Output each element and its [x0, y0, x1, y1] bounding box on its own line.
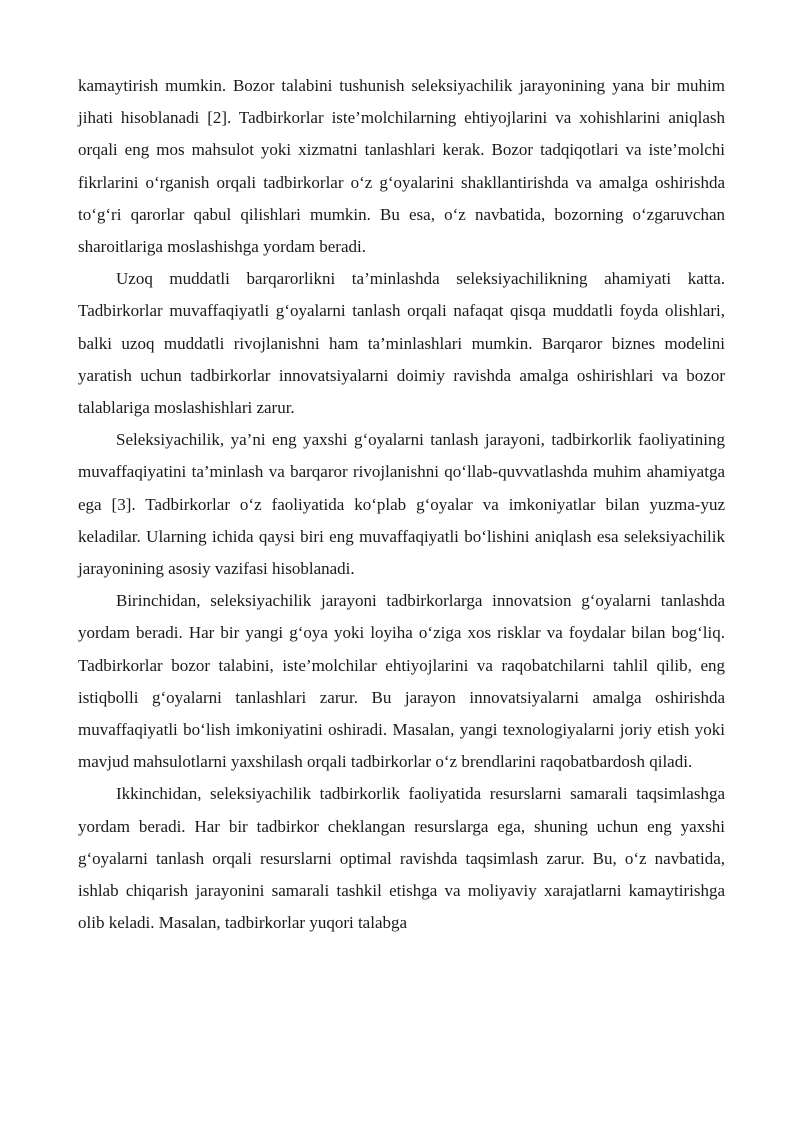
paragraph-selection-definition: Seleksiyachilik, ya’ni eng yaxshi g‘oyalarni tanlash jarayoni, tadbirkorlik faoliyatining muvaffaqiyatini ta’minlash va barqaror rivojlanishni qo‘llab-quvvatlashda muhim ahamiyatga ega [3]. Tadbirkorlar o‘z faoliyatida ko‘plab g‘oyalar va imkoniyatlar bilan yuzma-yuz keladilar. Ularning ichida qaysi biri eng muvaffaqiyatli bo‘lishini aniqlash esa seleksiyachilik jarayonining asosiy vazifasi hisoblanadi. — [78, 430, 725, 579]
paragraph-second-point: Ikkinchidan, seleksiyachilik tadbirkorlik faoliyatida resurslarni samarali taqsimlashga yordam beradi. Har bir tadbirkor cheklangan resurslarga ega, shuning uchun eng yaxshi g‘oyalarni tanlash orqali resurslarni optimal ravishda taqsimlash zarur. Bu, o‘z navbatida, ishlab chiqarish jarayonini samarali tashkil etishga va moliyaviy xarajatlarni kamaytirishga olib keladi. Masalan, tadbirkorlar yuqori talabga — [78, 784, 725, 933]
document-page — [78, 70, 725, 939]
paragraph-first-point: Birinchidan, seleksiyachilik jarayoni tadbirkorlarga innovatsion g‘oyalarni tanlashda yordam beradi. Har bir yangi g‘oya yoki loyiha o‘ziga xos risklar va foydalar bilan bog‘liq. Tadbirkorlar bozor talabini, iste’molchilar ehtiyojlarini va raqobatchilarni tahlil qilib, eng istiqbolli g‘oyalarni tanlashlari zarur. Bu jarayon innovatsiyalarni amalga oshirishda muvaffaqiyatli bo‘lish imkoniyatini oshiradi. Masalan, yangi texnologiyalarni joriy etish yoki mavjud mahsulotlarni yaxshilash orqali tadbirkorlar o‘z brendlarini raqobatbardosh qiladi. — [78, 591, 725, 772]
paragraph-continuation: kamaytirish mumkin. Bozor talabini tushunish seleksiyachilik jarayonining yana bir muhim jihati hisoblanadi [2]. Tadbirkorlar iste’molchilarning ehtiyojlarini va xohishlarini aniqlash orqali eng mos mahsulot yoki xizmatni tanlashlari kerak. Bozor tadqiqotlari va iste’molchi fikrlarini o‘rganish orqali tadbirkorlar o‘z g‘oyalarini shakllantirishda va amalga oshirishda to‘g‘ri qarorlar qabul qilishlari mumkin. Bu esa, o‘z navbatida, bozorning o‘zgaruvchan sharoitlariga moslashishga yordam beradi. — [78, 76, 725, 257]
paragraph-long-term-stability: Uzoq muddatli barqarorlikni ta’minlashda seleksiyachilikning ahamiyati katta. Tadbirkorlar muvaffaqiyatli g‘oyalarni tanlash orqali nafaqat qisqa muddatli foyda olishlari, balki uzoq muddatli rivojlanishni ham ta’minlashlari mumkin. Barqaror biznes modelini yaratish uchun tadbirkorlar innovatsiyalarni doimiy ravishda amalga oshirishlari va bozor talablariga moslashishlari zarur. — [78, 269, 725, 418]
